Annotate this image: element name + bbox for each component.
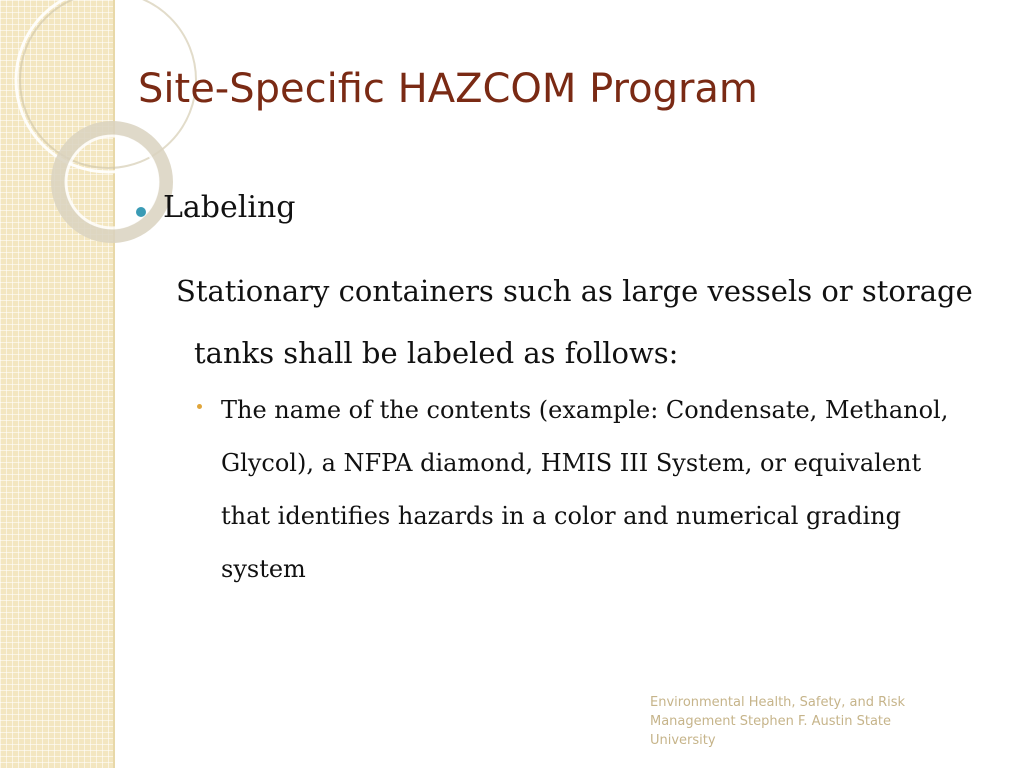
stationary-containers-paragraph: Stationary containers such as large vessels or storage tanks shall be labeled as follows: — [176, 274, 973, 370]
slide-title: Site-Specific HAZCOM Program — [138, 66, 758, 112]
decorative-rings-icon — [0, 0, 160, 300]
slide-footer: Environmental Health, Safety, and Risk Management Stephen F. Austin State University — [650, 695, 906, 748]
bullet-labeling: Labeling — [163, 190, 296, 225]
sub-bullet-contents: The name of the contents (example: Condensate, Methanol, Glycol), a NFPA diamond, HMIS III System, or equivalent that identifies hazards in a color and numerical grading system — [221, 396, 949, 583]
bullet-dot-icon — [136, 207, 146, 217]
sub-bullet-dot-icon — [197, 404, 202, 409]
